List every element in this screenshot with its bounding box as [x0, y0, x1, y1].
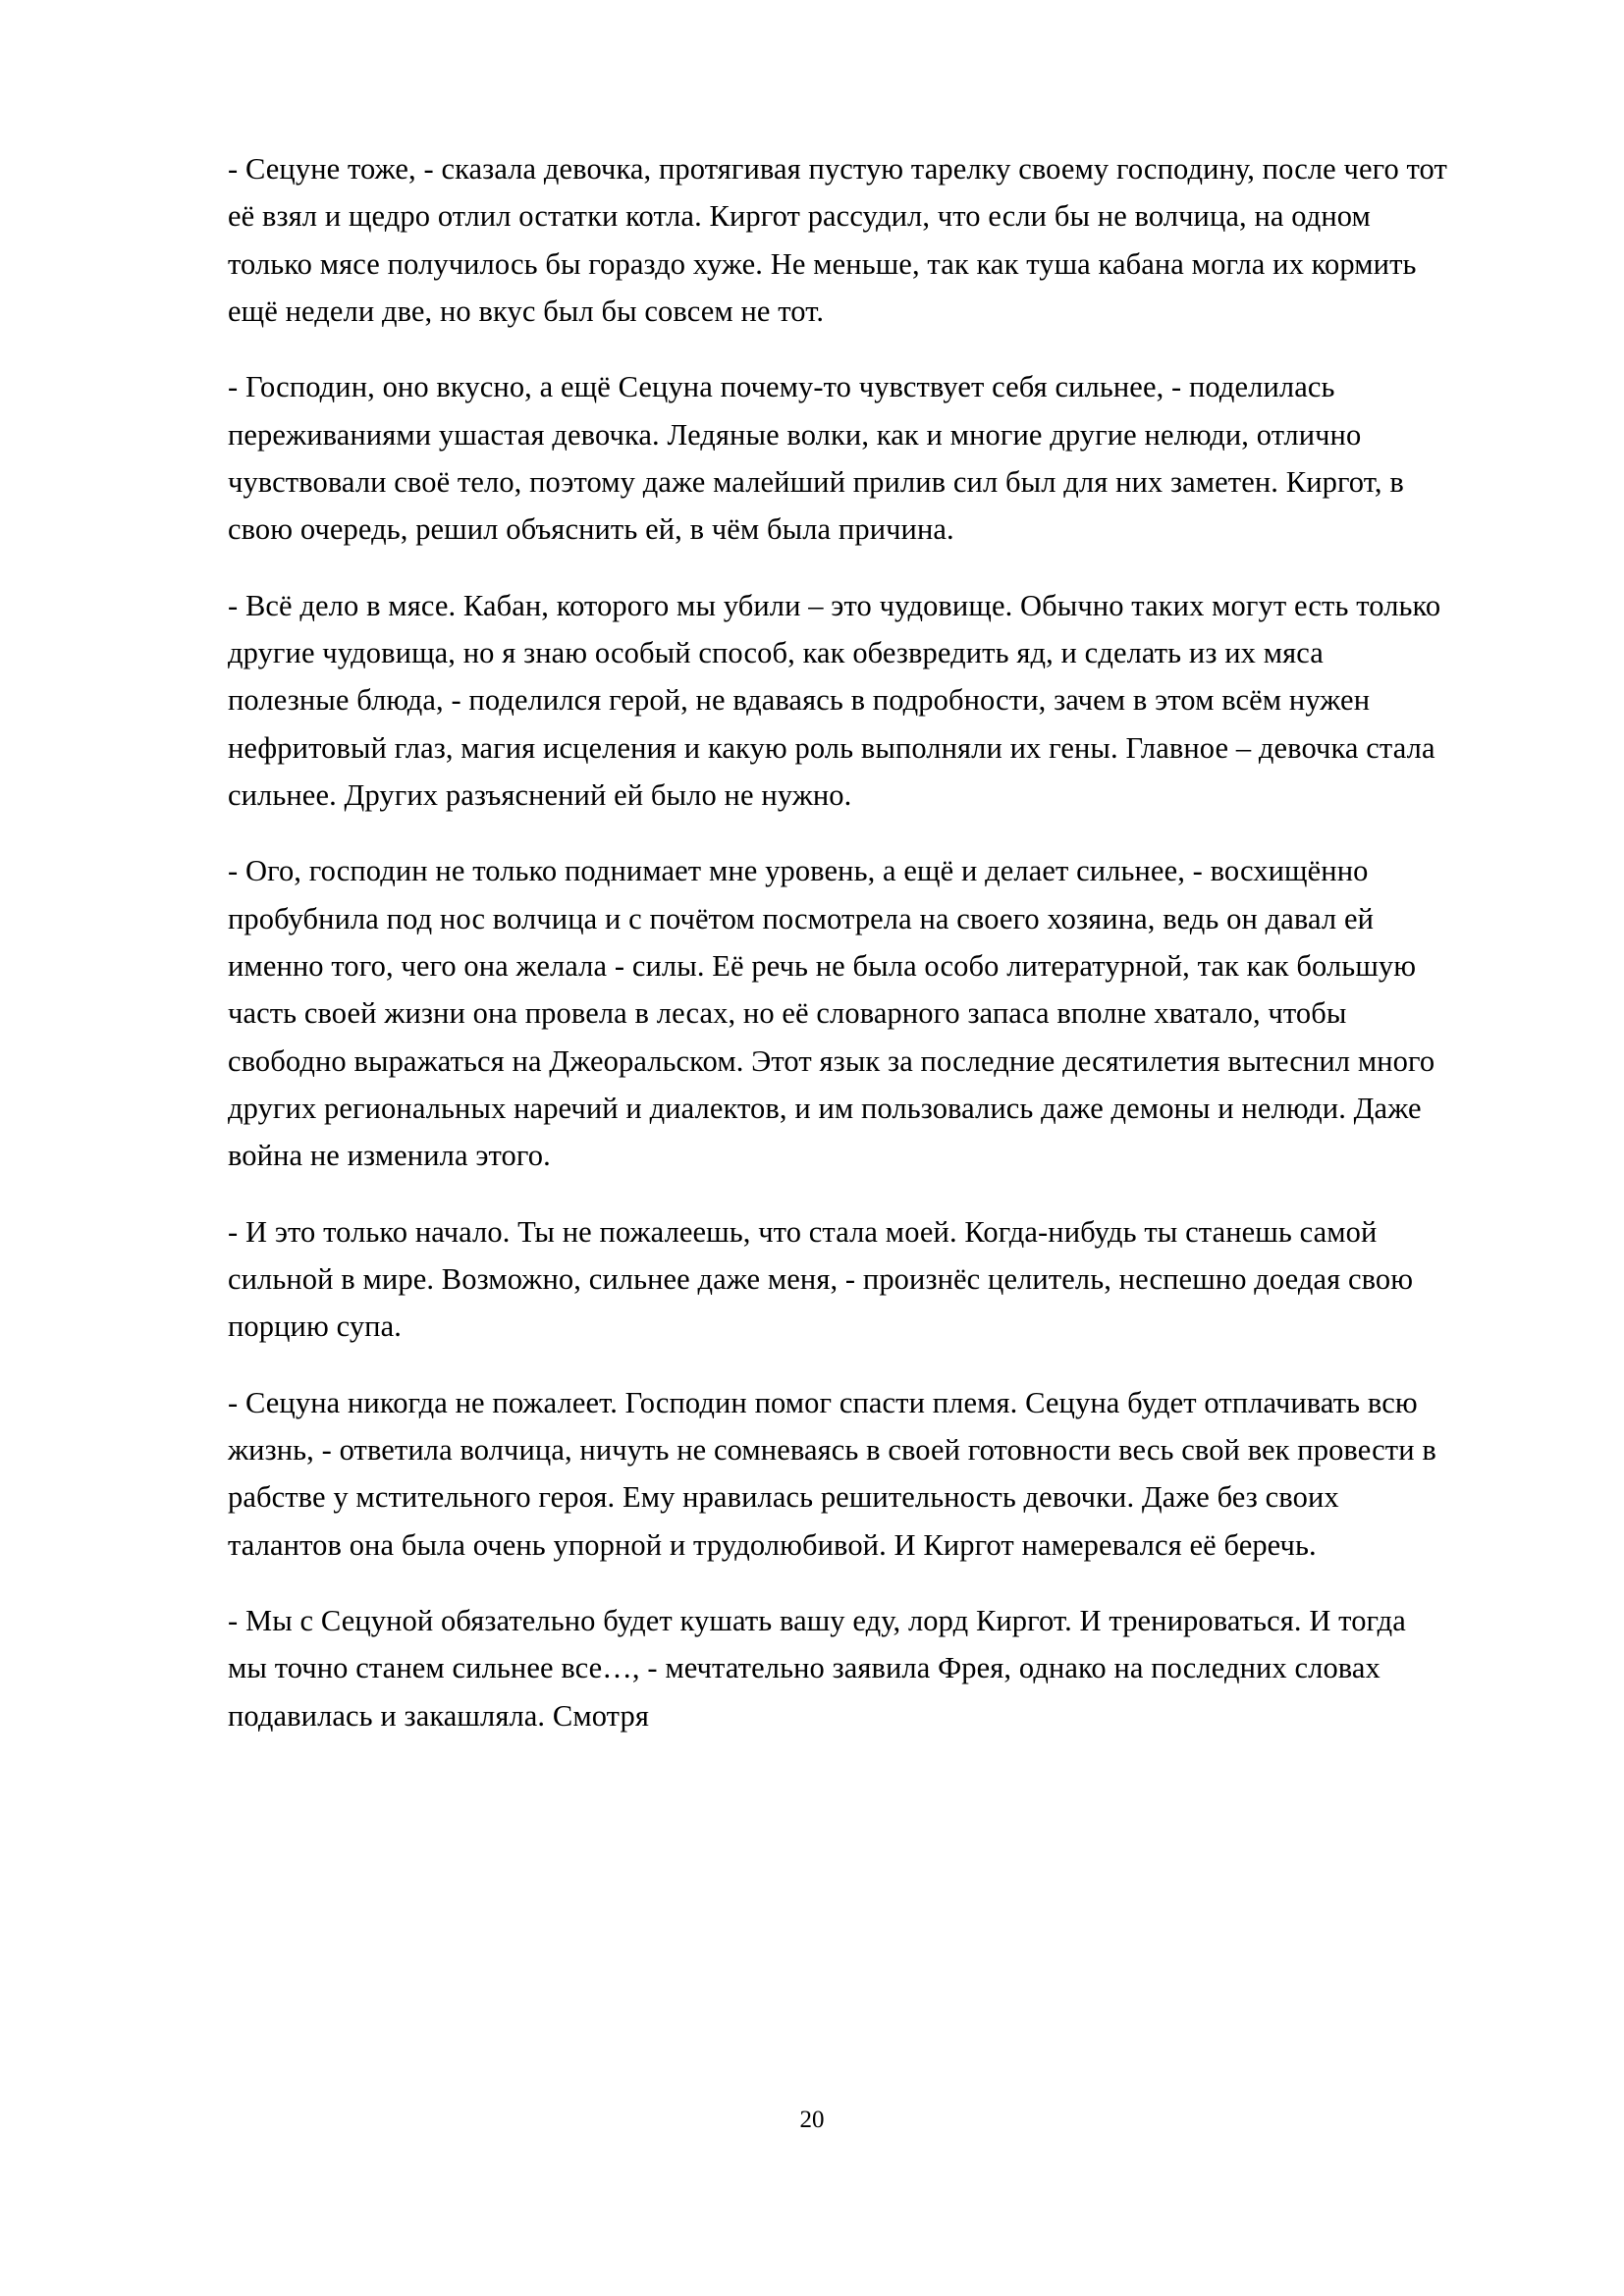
paragraph: - Всё дело в мясе. Кабан, которого мы убили – это чудовище. Обычно таких могут есть только другие чудовища, но я знаю особый способ, как обезвредить яд, и сделать из их мяса полезные блюда, - поделился герой, не вдаваясь в подробности, зачем в этом всём нужен нефритовый глаз, магия исцеления и какую роль выполняли их гены. Главное – девочка стала сильнее. Других разъяснений ей было не нужно. [228, 588, 1441, 812]
paragraph: - Ого, господин не только поднимает мне уровень, а ещё и делает сильнее, - восхищённо пробубнила под нос волчица и с почётом посмотрела на своего хозяина, ведь он давал ей именно того, чего она желала - силы. Её речь не была особо литературной, так как большую часть своей жизни она провела в лесах, но её словарного запаса вполне хватало, чтобы свободно выражаться на Джеоральском. Этот язык за последние десятилетия вытеснил много других региональных наречий и диалектов, и им пользовались даже демоны и нелюди. Даже война не изменила этого. [228, 854, 1435, 1173]
paragraph: - Мы с Сецуной обязательно будет кушать вашу еду, лорд Киргот. И тренироваться. И тогда мы точно станем сильнее все…, - мечтательно заявила Фрея, однако на последних словах подавилась и закашляла. Смотря [228, 1603, 1406, 1733]
paragraph: - Сецуна никогда не пожалеет. Господин помог спасти племя. Сецуна будет отплачивать всю жизнь, - ответила волчица, ничуть не сомневаясь в своей готовности весь свой век провести в рабстве у мстительного героя. Ему нравилась решительность девочки. Даже без своих талантов она была очень упорной и трудолюбивой. И Киргот намеревался её беречь. [228, 1385, 1436, 1562]
page-number: 20 [799, 2107, 825, 2133]
page-body [228, 145, 1452, 1739]
paragraph: - Господин, оно вкусно, а ещё Сецуна почему-то чувствует себя сильнее, - поделилась переживаниями ушастая девочка. Ледяные волки, как и многие другие нелюди, отлично чувствовали своё тело, поэтому даже малейший прилив сил был для них заметен. Киргот, в свою очередь, решил объяснить ей, в чём была причина. [228, 370, 1404, 547]
paragraph: - Сецуне тоже, - сказала девочка, протягивая пустую тарелку своему господину, после чего тот её взял и щедро отлил остатки котла. Киргот рассудил, что если бы не волчица, на одном только мясе получилось бы гораздо хуже. Не меньше, так как туша кабана могла их кормить ещё недели две, но вкус был бы совсем не тот. [228, 152, 1447, 328]
paragraph: - И это только начало. Ты не пожалеешь, что стала моей. Когда-нибудь ты станешь самой сильной в мире. Возможно, сильнее даже меня, - произнёс целитель, неспешно доедая свою порцию супа. [228, 1214, 1414, 1344]
